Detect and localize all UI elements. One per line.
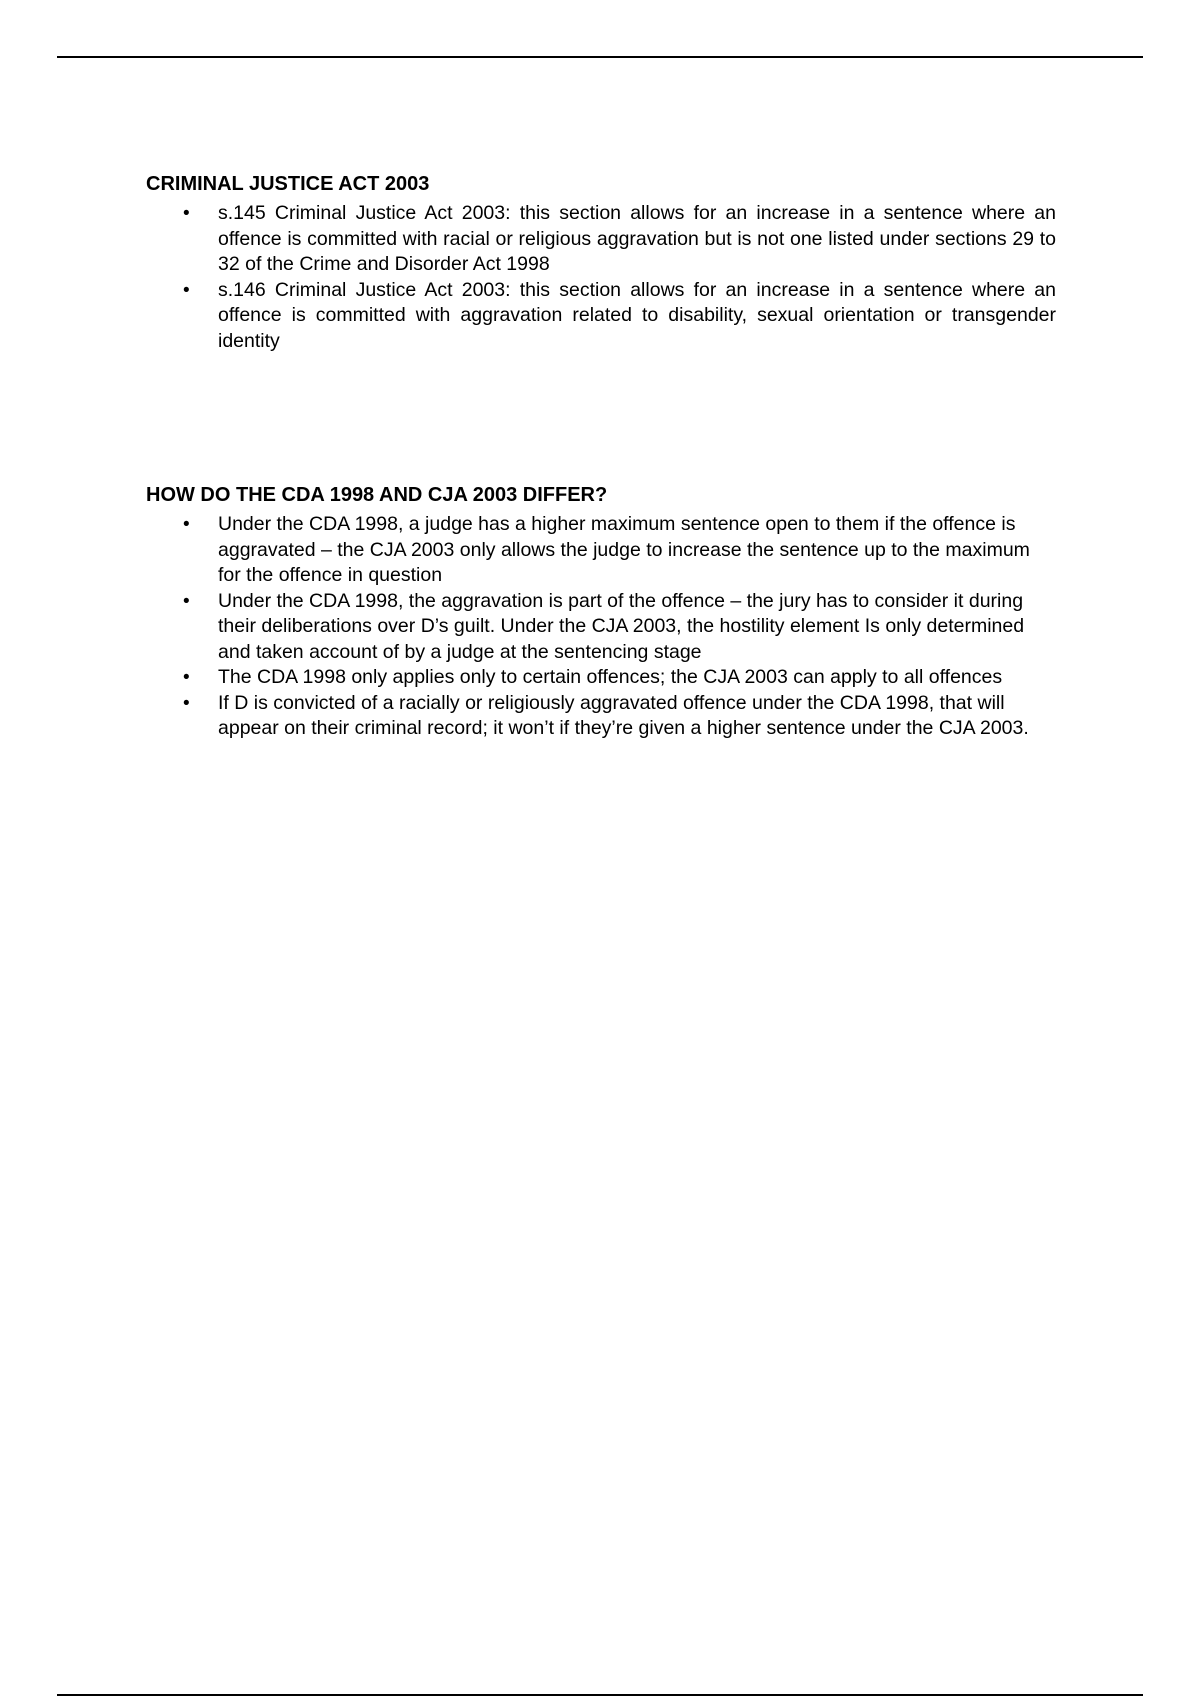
list-item (146, 691, 1056, 742)
section-how-differ (146, 482, 1056, 742)
section-criminal-justice-act (146, 171, 1056, 354)
list-item-text: Under the CDA 1998, a judge has a higher maximum sentence open to them if the offence is aggravated – the CJA 2003 only allows the judge to increase the sentence up to the maximum for the offence in question (218, 513, 1030, 586)
bullet-list (146, 512, 1056, 742)
section-heading: CRIMINAL JUSTICE ACT 2003 (146, 173, 430, 195)
list-item-text: s.145 Criminal Justice Act 2003: this section allows for an increase in a sentence where an offence is committed with racial or religious aggravation but is not one listed under sections 29 to 32 of the Crime and Disorder Act 1998 (218, 202, 1056, 275)
list-item (146, 512, 1056, 589)
bullet-list (146, 201, 1056, 354)
bullet-icon: • (183, 667, 190, 688)
bullet-icon: • (183, 203, 190, 224)
header-rule (57, 56, 1143, 58)
section-heading: HOW DO THE CDA 1998 AND CJA 2003 DIFFER? (146, 484, 608, 506)
bullet-icon: • (183, 590, 190, 612)
list-item (146, 201, 1056, 278)
list-item (146, 665, 1056, 691)
bullet-icon: • (183, 514, 190, 535)
list-item-text: Under the CDA 1998, the aggravation is part of the offence – the jury has to consider it during their deliberations over D’s guilt. Under the CJA 2003, the hostility element Is only determined and taken account of by a judge at the sentencing stage (218, 589, 1025, 663)
list-item (146, 278, 1056, 355)
bullet-icon: • (183, 692, 190, 714)
list-item-text: s.146 Criminal Justice Act 2003: this section allows for an increase in a sentence where an offence is committed with aggravation related to disability, sexual orientation or transgender identity (218, 278, 1056, 352)
list-item (146, 589, 1056, 666)
bullet-icon: • (183, 279, 190, 301)
footer-rule (57, 1694, 1143, 1696)
list-item-text: The CDA 1998 only applies only to certain offences; the CJA 2003 can apply to all offences (218, 666, 1003, 688)
list-item-text: If D is convicted of a racially or religiously aggravated offence under the CDA 1998, that will appear on their criminal record; it won’t if they’re given a higher sentence under the CJA 2003. (218, 691, 1029, 739)
